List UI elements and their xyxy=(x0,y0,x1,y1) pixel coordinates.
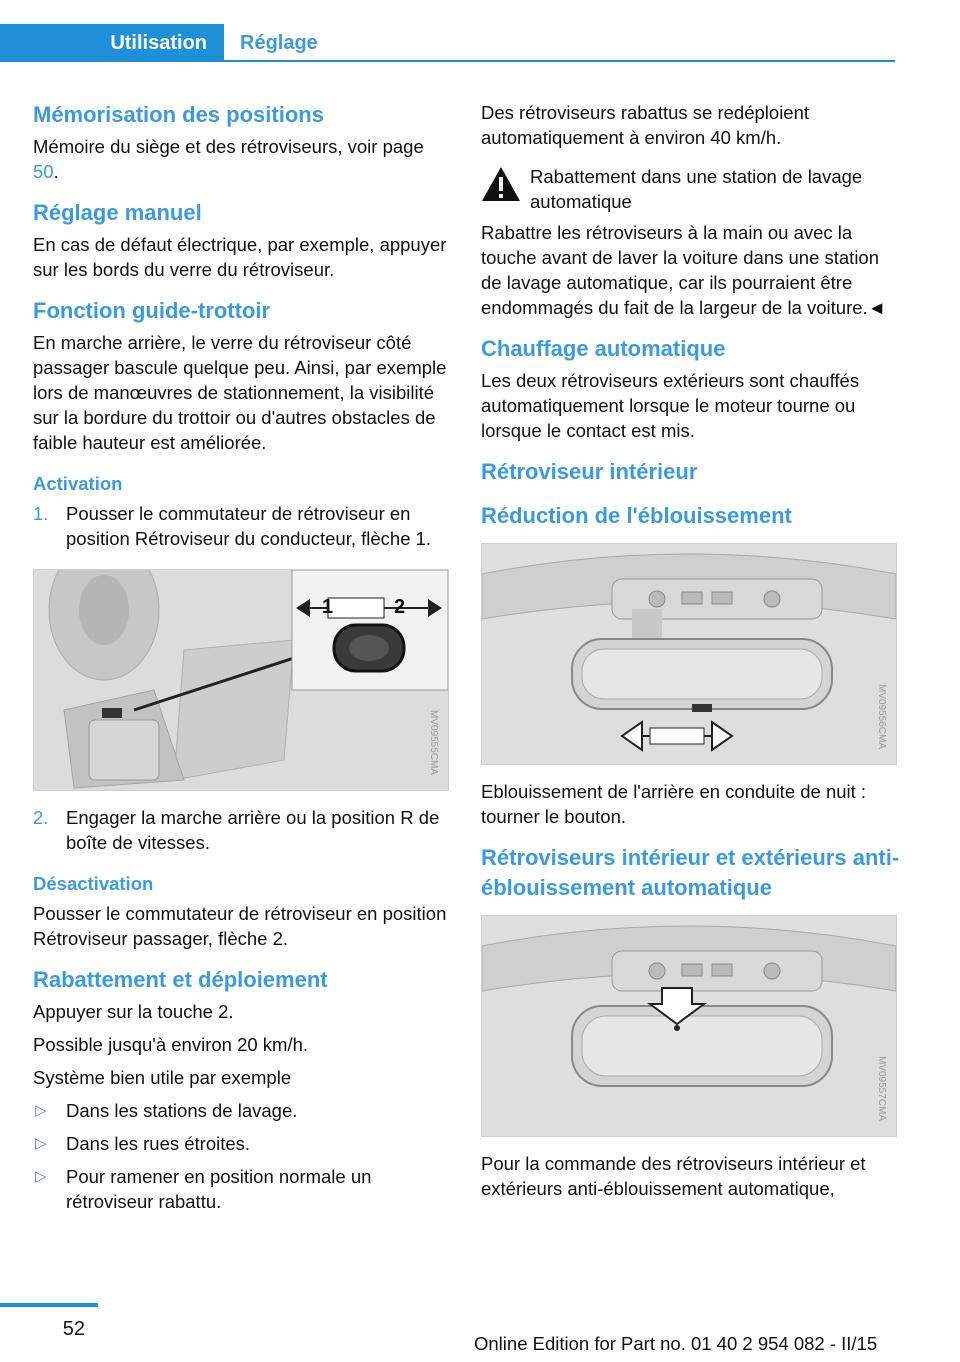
heading-fold: Rabattement et déploiement xyxy=(33,967,328,992)
arrow-label-2: 2 xyxy=(394,596,406,618)
heading-heating: Chauffage automatique xyxy=(481,336,726,361)
figure-id: MV09556CMA xyxy=(876,684,887,750)
step-1: 1. Pousser le commutateur de rétroviseur en position Rétroviseur du conducteur, flèche 1. xyxy=(33,503,432,549)
edition-text: Online Edition for Part no. 01 40 2 954 082 - II/15 xyxy=(474,1333,878,1354)
glare-text: Eblouissement de l'arrière en conduite de nuit : tourner le bouton. xyxy=(481,781,867,827)
activation-steps xyxy=(33,501,453,551)
heading-deactivation: Désactivation xyxy=(33,873,154,894)
step-2: 2. Engager la marche arrière ou la position R de boîte de vitesses. xyxy=(33,807,440,853)
figure-mirror-switch xyxy=(33,569,449,791)
warning-title: Rabattement dans une station de lavage automatique xyxy=(530,166,863,212)
heading-manual: Réglage manuel xyxy=(33,200,202,225)
heading-glare: Réduction de l'éblouissement xyxy=(481,503,792,528)
header-rule xyxy=(224,60,895,62)
figure-interior-mirror xyxy=(481,543,897,765)
fold-text-1: Appuyer sur la touche 2. xyxy=(33,1001,234,1022)
interior-mirror-illustration xyxy=(482,544,896,764)
warning-triangle-icon xyxy=(481,166,521,202)
arrow-label-1: 1 xyxy=(322,596,334,618)
bullet-triangle-icon: ▷ xyxy=(35,1135,47,1152)
fold-uses-list xyxy=(33,1098,453,1214)
fold-text-3: Système bien utile par exemple xyxy=(33,1067,292,1088)
page-number: 52 xyxy=(62,1318,85,1340)
heading-curb: Fonction guide-trottoir xyxy=(33,298,271,323)
auto-dimming-mirror-illustration xyxy=(482,916,896,1136)
warning-body: Rabattre les rétroviseurs à la main ou avec la touche avant de laver la voiture dans une station de lavage automatique, car ils pourraient être endommagés du fait de la largeur de la voiture.◄ xyxy=(481,222,886,318)
figure-auto-dimming-mirror xyxy=(481,915,897,1137)
list-item: ▷ Dans les stations de lavage. xyxy=(35,1100,298,1121)
auto-dimming-text: Pour la commande des rétroviseurs intérieur et extérieurs anti-éblouissement automatique, xyxy=(481,1153,866,1199)
fold-text-2: Possible jusqu'à environ 20 km/h. xyxy=(33,1034,309,1055)
curb-text: En marche arrière, le verre du rétroviseur côté passager bascule quelque peu. Ainsi, par exemple lors de manœuvres de stationnement, la visibilité sur la bordure du trottoir ou d'autres obstacles de faible hauteur est améliorée. xyxy=(33,332,447,453)
tab-utilisation[interactable]: Utilisation xyxy=(0,24,224,62)
activation-steps-cont xyxy=(33,805,453,855)
figure-id: MV09557CMA xyxy=(876,1056,887,1122)
figure-id: MV09555CMA xyxy=(428,710,439,776)
redeploy-text: Des rétroviseurs rabattus se redéploient automatiquement à environ 40 km/h. xyxy=(481,102,810,148)
bullet-triangle-icon: ▷ xyxy=(35,1102,47,1119)
manual-text: En cas de défaut électrique, par exemple, appuyer sur les bords du verre du rétroviseur. xyxy=(33,234,447,280)
list-item: ▷ Pour ramener en position normale un rétroviseur rabattu. xyxy=(35,1166,372,1212)
heading-auto-dimming: Rétroviseurs intérieur et extérieurs anti-éblouissement automatique xyxy=(481,845,900,900)
mirror-switch-illustration xyxy=(34,570,448,790)
list-item: ▷ Dans les rues étroites. xyxy=(35,1133,251,1154)
bullet-triangle-icon: ▷ xyxy=(35,1168,47,1185)
right-column xyxy=(481,100,901,1209)
warning-block xyxy=(481,164,901,214)
footer-rule xyxy=(0,1303,98,1307)
left-column xyxy=(33,100,453,1222)
heading-memorisation: Mémorisation des positions xyxy=(33,102,324,127)
page-header xyxy=(0,24,895,62)
page-link[interactable]: 50 xyxy=(33,161,54,182)
memorisation-text: Mémoire du siège et des rétroviseurs, voir page 50. xyxy=(33,136,424,182)
tab-reglage[interactable]: Réglage xyxy=(240,32,318,54)
deactivation-text: Pousser le commutateur de rétroviseur en position Rétroviseur passager, flèche 2. xyxy=(33,903,447,949)
heading-activation: Activation xyxy=(33,473,123,494)
heating-text: Les deux rétroviseurs extérieurs sont chauffés automatiquement lorsque le moteur tourne ou lorsque le contact est mis. xyxy=(481,370,860,441)
heading-interior: Rétroviseur intérieur xyxy=(481,459,698,484)
